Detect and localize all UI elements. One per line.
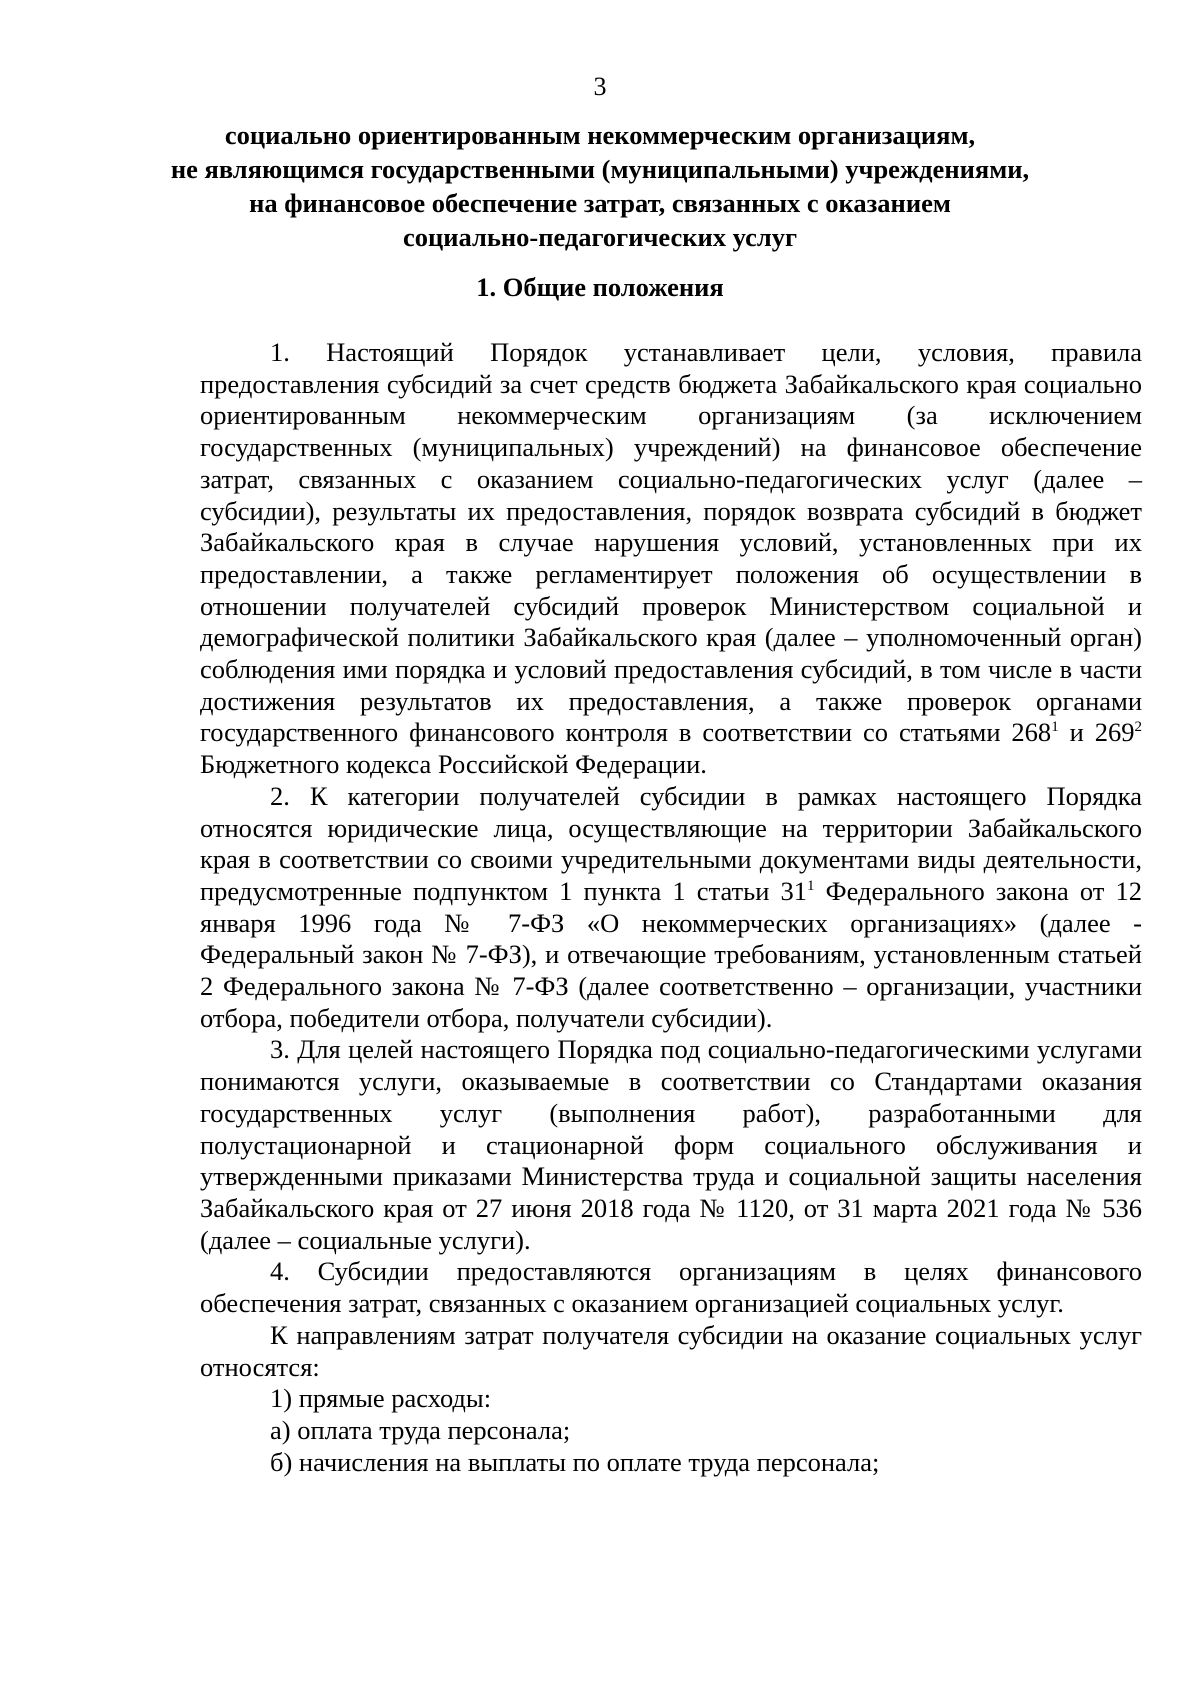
section-heading: 1. Общие положения <box>476 272 724 302</box>
paragraph-2 <box>200 781 1142 1035</box>
list-item: б) начисления на выплаты по оплате труда персонала; <box>270 1446 880 1477</box>
document-title <box>150 118 1050 254</box>
page-number: 3 <box>593 72 607 101</box>
title-line: социально-педагогических услуг <box>402 222 798 252</box>
paragraph-2-text: Федерального закона от 12 января 1996 года № 7-ФЗ «О некоммерческих организациях» (далее - Федеральный закон № 7-ФЗ), и отвечающие требованиям, установленным статьей 2 Федерального закона № 7-ФЗ (далее соответственно – организации, участники отбора, победители отбора, получатели субсидии). <box>200 875 1142 1033</box>
document-body <box>200 337 1142 1478</box>
paragraph-5: К направлениям затрат получателя субсидии на оказание социальных услуг относятся: <box>200 1319 1142 1382</box>
superscript: 2 <box>1134 719 1142 736</box>
list-item: а) оплата труда персонала; <box>270 1414 571 1445</box>
title-line: социально ориентированным некоммерческим организациям, <box>224 120 976 150</box>
superscript: 1 <box>807 878 815 895</box>
paragraph-3: 3. Для целей настоящего Порядка под социально-педагогическими услугами понимаются услуги, оказываемые в соответствии со Стандартами оказания государственных услуг (выполнения работ), разработанными для полустационарной и стационарной форм социального обслуживания и утвержденными приказами Министерства труда и социальной защиты населения Забайкальского края от 27 июня 2018 года № 1120, от 31 марта 2021 года № 536 (далее – социальные услуги). <box>200 1034 1142 1255</box>
paragraph-1 <box>200 337 1142 781</box>
paragraph-2-text: 2. К категории получателей субсидии в рамках настоящего Порядка относятся юридические лица, осуществляющие на территории Забайкальского края в соответствии со своими учредительными документами виды деятельности, предусмотренные подпунктом 1 пункта 1 статьи 31 <box>200 780 1142 906</box>
paragraph-4: 4. Субсидии предоставляются организациям в целях финансового обеспечения затрат, связанных с оказанием организацией социальных услуг. <box>200 1256 1142 1319</box>
list-item: 1) прямые расходы: <box>270 1383 492 1414</box>
superscript: 1 <box>1051 719 1059 736</box>
title-line: не являющимся государственными (муниципальными) учреждениями, <box>170 154 1030 184</box>
title-line: на финансовое обеспечение затрат, связанных с оказанием <box>249 188 951 218</box>
paragraph-1-text: 1. Настоящий Порядок устанавливает цели, условия, правила предоставления субсидий за счет средств бюджета Забайкальского края социально ориентированным некоммерческим организациям (за исключением государственных (муниципальных) учреждений) на финансовое обеспечение затрат, связанных с оказанием социально-педагогических услуг (далее – субсидии), результаты их предоставления, порядок возврата субсидий в бюджет Забайкальского края в случае нарушения условий, установленных при их предоставлении, а также регламентирует положения об осуществлении в отношении получателей субсидий проверок Министерством социальной и демографической политики Забайкальского края (далее – уполномоченный орган) соблюдения ими порядка и условий предоставления субсидий, в том числе в части достижения результатов их предоставления, а также проверок органами государственного финансового контроля в соответствии со статьями 268 <box>200 337 1142 748</box>
paragraph-1-text: Бюджетного кодекса Российской Федерации. <box>200 749 707 780</box>
paragraph-1-text: и 269 <box>1058 717 1135 748</box>
